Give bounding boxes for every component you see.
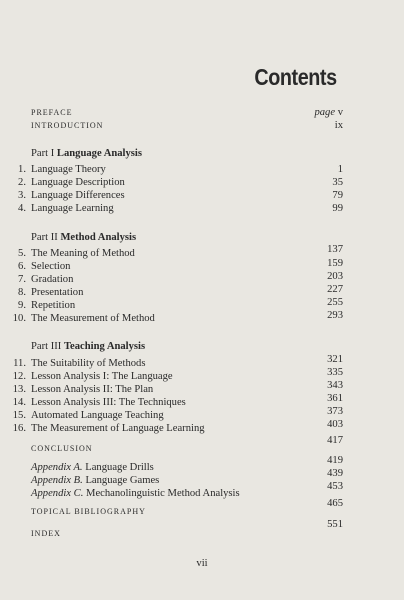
toc-entry bbox=[0, 367, 404, 383]
chapter-title: Lesson Analysis II: The Plan bbox=[31, 384, 154, 395]
chapter-number: 9. bbox=[18, 300, 26, 311]
chapter-title: Automated Language Teaching bbox=[31, 410, 164, 421]
chapter-title: Language Theory bbox=[31, 164, 106, 175]
part-number: Part I bbox=[31, 148, 55, 159]
page-number: 159 bbox=[327, 258, 343, 269]
part-name: Teaching Analysis bbox=[63, 341, 146, 352]
chapter-number: 6. bbox=[18, 261, 26, 272]
toc-entry-label: TOPICAL BIBLIOGRAPHY bbox=[31, 507, 146, 516]
page-number: 465 bbox=[327, 498, 343, 509]
appendix-label: Language Drills bbox=[85, 462, 154, 473]
page-number: 255 bbox=[327, 297, 343, 308]
page-title: Contents bbox=[254, 64, 337, 90]
chapter-number: 13. bbox=[12, 384, 26, 395]
chapter-number: 12. bbox=[12, 371, 26, 382]
toc-entry bbox=[0, 176, 404, 189]
chapter-number: 7. bbox=[18, 274, 26, 285]
toc-entry-appendix bbox=[0, 468, 404, 487]
toc-entry bbox=[0, 189, 404, 202]
toc-entry-conclusion bbox=[0, 435, 404, 455]
appendix-prefix: Appendix B. bbox=[31, 475, 83, 486]
appendix-title bbox=[31, 474, 159, 487]
chapter-title: Repetition bbox=[31, 300, 76, 311]
page-number: 453 bbox=[327, 481, 343, 492]
appendix-label: Mechanolinguistic Method Analysis bbox=[86, 488, 240, 499]
page-number: v bbox=[337, 107, 343, 118]
page-number: 419 bbox=[327, 455, 343, 466]
toc-entry bbox=[0, 244, 404, 260]
folio-page-number: vii bbox=[196, 558, 208, 569]
chapter-title: Language Description bbox=[31, 177, 125, 188]
appendix-title bbox=[31, 487, 240, 500]
chapter-number: 1. bbox=[18, 164, 26, 175]
page-number: 227 bbox=[327, 284, 343, 295]
page-number: 321 bbox=[327, 354, 343, 365]
chapter-number: 10. bbox=[12, 313, 26, 324]
toc-entry-label: INDEX bbox=[31, 529, 61, 538]
toc-entry bbox=[0, 260, 404, 273]
chapter-title: Lesson Analysis III: The Techniques bbox=[31, 397, 186, 408]
page-number: 137 bbox=[327, 244, 343, 255]
chapter-title: Presentation bbox=[31, 287, 84, 298]
page-number: 551 bbox=[327, 519, 343, 530]
toc-entry bbox=[0, 163, 404, 176]
chapter-number: 3. bbox=[18, 190, 26, 201]
part-heading bbox=[31, 231, 136, 244]
chapter-title: The Suitability of Methods bbox=[31, 358, 146, 369]
part-heading bbox=[31, 147, 142, 160]
appendix-label: Language Games bbox=[85, 475, 160, 486]
toc-entry bbox=[0, 406, 404, 422]
chapter-title: Language Differences bbox=[31, 190, 125, 201]
appendix-prefix: Appendix C. bbox=[31, 488, 84, 499]
chapter-title: The Meaning of Method bbox=[31, 248, 135, 259]
page-number: 373 bbox=[327, 406, 343, 417]
page-number: 99 bbox=[332, 203, 343, 214]
page-prefix: page bbox=[314, 107, 336, 118]
page-number: 439 bbox=[327, 468, 343, 479]
page-number: 35 bbox=[332, 177, 343, 188]
toc-entry-appendix bbox=[0, 455, 404, 474]
toc-entry bbox=[0, 354, 404, 370]
chapter-number: 16. bbox=[12, 423, 26, 434]
part-number: Part II bbox=[31, 232, 58, 243]
chapter-number: 4. bbox=[18, 203, 26, 214]
chapter-number: 14. bbox=[12, 397, 26, 408]
appendix-title bbox=[31, 461, 154, 474]
toc-entry-label: PREFACE bbox=[31, 108, 73, 117]
page-number: 417 bbox=[327, 435, 343, 446]
toc-entry bbox=[0, 202, 404, 215]
page-number: 203 bbox=[327, 271, 343, 282]
chapter-title: The Measurement of Language Learning bbox=[31, 423, 205, 434]
chapter-number: 11. bbox=[13, 358, 26, 369]
toc-entry bbox=[0, 299, 404, 312]
page-number: 1 bbox=[337, 164, 343, 175]
toc-entry-appendix bbox=[0, 481, 404, 500]
toc-entry-label: INTRODUCTION bbox=[31, 121, 104, 130]
toc-entry bbox=[0, 419, 404, 435]
toc-entry-index bbox=[0, 519, 404, 540]
page-number: 403 bbox=[327, 419, 343, 430]
part-heading bbox=[31, 340, 145, 353]
toc-entry-label: CONCLUSION bbox=[31, 444, 93, 453]
toc-entry-bibliography bbox=[0, 498, 404, 518]
chapter-number: 8. bbox=[18, 287, 26, 298]
chapter-number: 15. bbox=[12, 410, 26, 421]
part-number: Part III bbox=[31, 341, 62, 352]
chapter-title: Gradation bbox=[31, 274, 74, 285]
page-number: 361 bbox=[327, 393, 343, 404]
page-number: 293 bbox=[327, 310, 343, 321]
toc-entry bbox=[0, 286, 404, 299]
page-number: 79 bbox=[332, 190, 343, 201]
part-name: Method Analysis bbox=[60, 232, 137, 243]
part-name: Language Analysis bbox=[56, 148, 142, 159]
chapter-title: Selection bbox=[31, 261, 71, 272]
chapter-number: 5. bbox=[18, 248, 26, 259]
toc-entry bbox=[0, 380, 404, 396]
toc-entry-preface bbox=[0, 106, 404, 119]
page-number: 343 bbox=[327, 380, 343, 391]
toc-entry-page bbox=[314, 106, 343, 119]
toc-entry bbox=[0, 393, 404, 409]
appendix-prefix: Appendix A. bbox=[31, 462, 83, 473]
chapter-title: Lesson Analysis I: The Language bbox=[31, 371, 173, 382]
chapter-title: The Measurement of Method bbox=[31, 313, 155, 324]
toc-entry-page: ix bbox=[334, 120, 343, 131]
chapter-number: 2. bbox=[18, 177, 26, 188]
toc-entry bbox=[0, 273, 404, 286]
toc-entry-introduction bbox=[0, 119, 404, 132]
toc-entry bbox=[0, 312, 404, 325]
chapter-title: Language Learning bbox=[31, 203, 114, 214]
page-number: 335 bbox=[327, 367, 343, 378]
